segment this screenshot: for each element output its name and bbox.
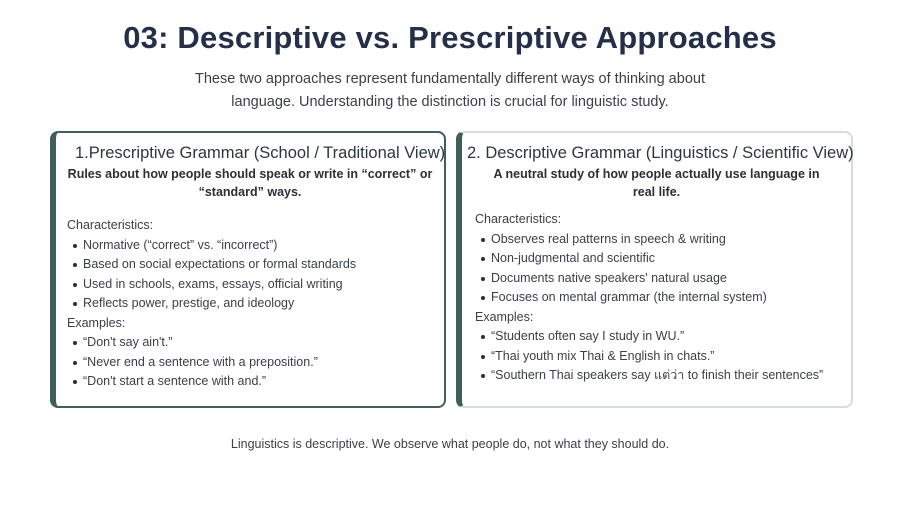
list-item: Reflects power, prestige, and ideology	[83, 294, 444, 314]
characteristics-label: Characteristics:	[67, 218, 154, 232]
list-item: Used in schools, exams, essays, official writing	[83, 275, 444, 295]
list-item: Observes real patterns in speech & writing	[491, 230, 851, 250]
list-item: “Don't start a sentence with and.”	[83, 372, 444, 392]
descriptive-body	[462, 201, 851, 386]
list-item: “Never end a sentence with a preposition.”	[83, 353, 444, 373]
list-item: “Southern Thai speakers say แต่ว่า to finish their sentences”	[491, 366, 851, 386]
descriptive-card	[456, 131, 853, 408]
characteristics-list	[67, 236, 444, 314]
examples-label: Examples:	[67, 315, 126, 330]
list-item: “Students often say I study in WU.”	[491, 327, 851, 347]
slide-title: 03: Descriptive vs. Prescriptive Approaches	[123, 20, 777, 55]
examples-list	[475, 327, 851, 386]
examples-list	[67, 333, 444, 392]
characteristics-label: Characteristics:	[475, 212, 562, 226]
footer-note: Linguistics is descriptive. We observe what people do, not what they should do.	[230, 437, 670, 451]
examples-label: Examples:	[475, 309, 534, 324]
list-item: Documents native speakers' natural usage	[491, 269, 851, 289]
list-item: “Don't say ain't.”	[83, 333, 444, 353]
list-item: Focuses on mental grammar (the internal system)	[491, 288, 851, 308]
list-item: Normative (“correct” vs. “incorrect”)	[83, 236, 444, 256]
descriptive-subheading: A neutral study of how people actually use language in real life.	[493, 167, 820, 199]
descriptive-heading: 2. Descriptive Grammar (Linguistics / Scientific View)	[467, 144, 854, 162]
slide-subtitle: These two approaches represent fundamentally different ways of thinking about language. Understanding the distinction is crucial for linguistic study.	[195, 71, 705, 110]
list-item: Non-judgmental and scientific	[491, 249, 851, 269]
prescriptive-card	[50, 131, 446, 408]
prescriptive-subheading: Rules about how people should speak or write in “correct” or “standard” ways.	[67, 167, 433, 199]
list-item: Based on social expectations or formal standards	[83, 255, 444, 275]
list-item: “Thai youth mix Thai & English in chats.”	[491, 347, 851, 367]
characteristics-list	[475, 230, 851, 308]
prescriptive-heading: 1.Prescriptive Grammar (School / Traditional View)	[75, 144, 446, 162]
prescriptive-body	[56, 201, 444, 392]
